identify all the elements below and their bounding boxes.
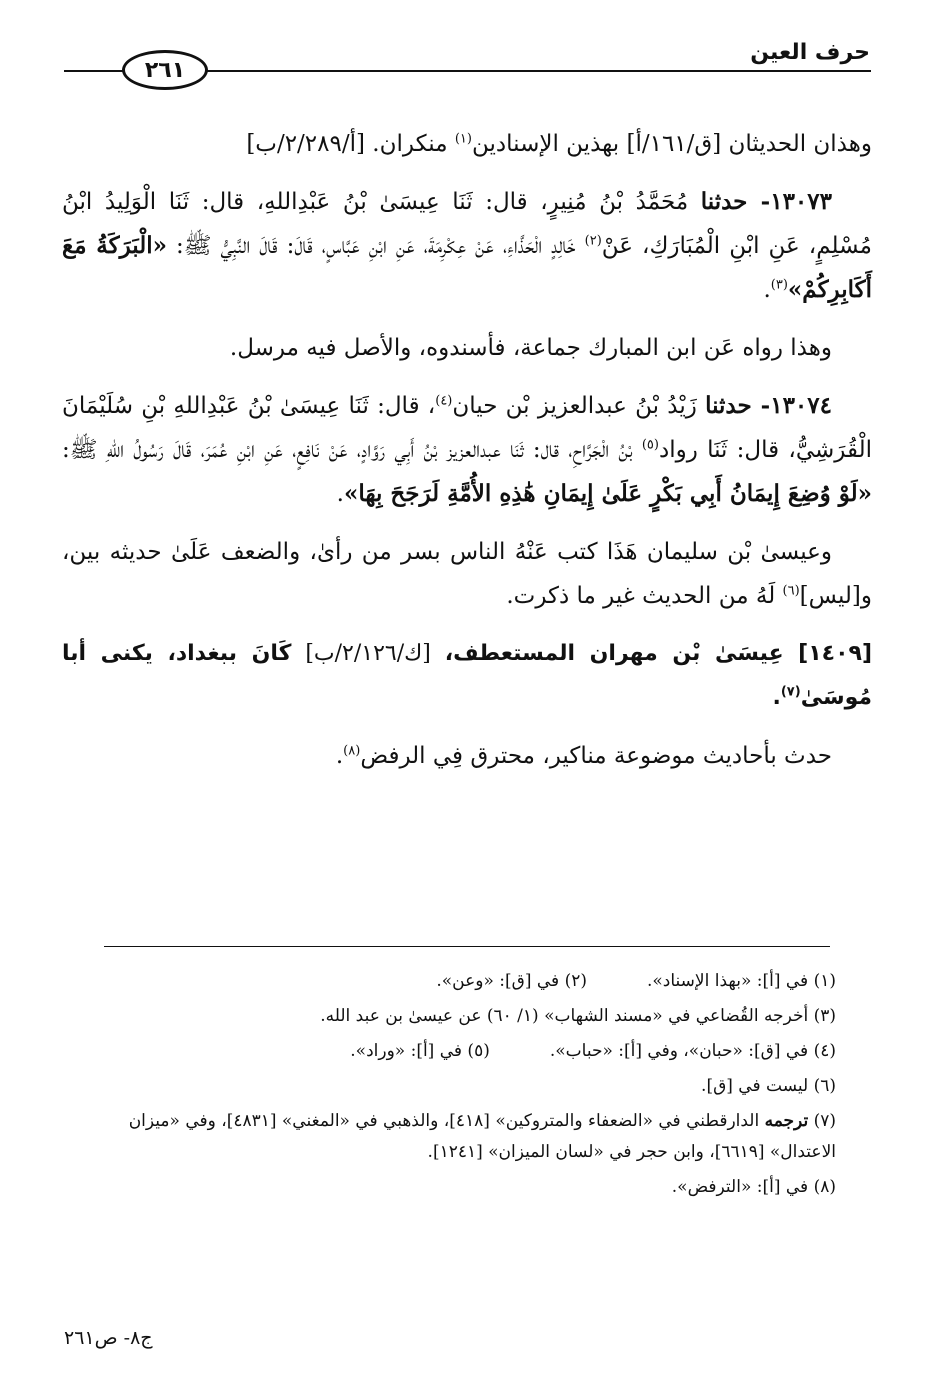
footnote-ref-2[interactable]: (٢) — [584, 233, 602, 249]
footnote-5: (٥) في [أ]: «وراد». — [350, 1041, 490, 1061]
footnote-7: (٧) ترجمه الدارقطني في «الضعفاء والمتروكين» [٤١٨]، والذهبي في «المغني» [٤٨٣١]، وفي «ميزان الاعتدال» [٦٦١٩]، وابن حجر في «لسان الميزان» [١٢٤١]. — [128, 1111, 836, 1162]
hadith-number: ١٣٠٧٣- — [747, 188, 832, 215]
footnote-1: (١) في [أ]: «بهذا الإسناد». — [646, 971, 836, 991]
main-text — [62, 122, 872, 792]
footnote-ref-1[interactable]: (١) — [454, 131, 472, 147]
paragraph-3: وعيسىٰ بْن سليمان هَذَا كتب عَنْهُ الناس بسر من رأىٰ، والضعف عَلَىٰ حديثه بين، و[ليس]$^{(٦)}$ لَهُ من الحديث غير ما ذكرت. — [62, 539, 872, 609]
footnotes — [98, 966, 836, 1207]
hadith-lead: حدثنا — [700, 188, 748, 215]
running-header-title: حرف العين — [750, 40, 870, 65]
footnote-6: (٦) ليست في [ق]. — [701, 1076, 836, 1096]
biography-entry-1409: [١٤٠٩] عِيسَىٰ بْن مهران المستعطف، [ك/٢/١٢٦/ب] كَانَ ببغداد، يكنى أبا مُوسَىٰ$^{(٧)}$. — [62, 641, 873, 710]
hadith-number: ١٣٠٧٤- — [751, 392, 832, 419]
footnote-3: (٣) أخرجه القُضاعي في «مسند الشهاب» (١/ ٦٠) عن عيسىٰ بن عبد الله. — [320, 1006, 836, 1026]
hadith-quote: «لَوْ وُضِعَ إِيمَانُ أَبِي بَكْرٍ عَلَىٰ إِيمَانِ هَٰذِهِ الأُمَّةِ لَرَجَحَ بِهَا» — [343, 480, 872, 507]
volume-page-reference: ج٨- ص٢٦١ — [64, 1327, 153, 1349]
footnote-ref-3[interactable]: (٣) — [770, 277, 788, 293]
footnote-8: (٨) في [أ]: «الترفض». — [671, 1177, 836, 1197]
page-number: ٢٦١ — [144, 57, 186, 83]
hadith-13074: ١٣٠٧٤- حدثنا زَيْدُ بْنُ عبدالعزيز بْن حيان$^{(٤)}$، قال: ثَنَا عِيسَىٰ بْنُ عَبْدِاللهِ بْنِ سُلَيْمَانَ الْقُرَشِيُّ، قال: ثَنَا رواد$^{(٥)}$ بْنُ الْجَرَّاحِ، قال: ثَنَا عبدالعزيز بْنُ أَبِي رَوَّادٍ، عَنْ نَافِعٍ، عَنِ ابْنِ عُمَرَ، قَالَ رَسُولُ اللهِ ﷺ: «لَوْ وُضِعَ إِيمَانُ أَبِي بَكْرٍ عَلَىٰ إِيمَانِ هَٰذِهِ الأُمَّةِ لَرَجَحَ بِهَا». — [62, 392, 872, 507]
paragraph-2: وهذا رواه عَن ابن المبارك جماعة، فأسندوه، والأصل فيه مرسل. — [229, 335, 832, 361]
entry-name: عِيسَىٰ بْن مهران المستعطف، — [444, 641, 784, 666]
manuscript-ref: [ك/٢/١٢٦/ب] — [291, 641, 445, 666]
hadith-quote: «الْبَرَكَةُ مَعَ أَكَابِرِكُمْ» — [62, 232, 872, 303]
paragraph-4: حدث بأحاديث موضوعة مناكير، محترق فِي الرفض$^{(٨)}$. — [335, 743, 832, 769]
entry-number: [١٤٠٩] — [783, 641, 873, 666]
hadith-13073: ١٣٠٧٣- حدثنا مُحَمَّدُ بْنُ مُنِيرٍ، قال: ثَنَا عِيسَىٰ بْنُ عَبْدِاللهِ، قال: ثَنَا الْوَلِيدُ ابْنُ مُسْلِمٍ، عَنِ ابْنِ الْمُبَارَكِ، عَنْ$^{(٢)}$ خَالِدٍ الْحَذَّاءِ، عَنْ عِكْرِمَةَ، عَنِ ابْنِ عَبَّاسٍ، قَالَ: قَالَ النَّبِيُّ ﷺ: «الْبَرَكَةُ مَعَ أَكَابِرِكُمْ»$^{(٣)}$. — [62, 188, 872, 303]
paragraph-1: وهذان الحديثان [ق/١٦١/أ] بهذين الإسنادين$^{(١)}$ منكران. [أ/٢/٢٨٩/ب] — [246, 131, 872, 157]
footnote-row-4-5 — [98, 1036, 836, 1067]
footnote-ref-6[interactable]: (٦) — [782, 583, 800, 599]
footnote-row-1-2 — [98, 966, 836, 997]
footnote-4: (٤) في [ق]: «حبان»، وفي [أ]: «حباب». — [549, 1041, 836, 1061]
footnote-2: (٢) في [ق]: «وعن». — [436, 971, 587, 991]
footnote-ref-7[interactable]: (٧) — [780, 684, 801, 700]
footnote-ref-5[interactable]: (٥) — [641, 437, 659, 453]
page-number-oval — [122, 50, 208, 90]
footnote-ref-8[interactable]: (٨) — [343, 743, 361, 759]
hadith-lead: حدثنا — [705, 392, 752, 419]
footnote-ref-4[interactable]: (٤) — [435, 393, 453, 409]
footnote-separator — [104, 946, 830, 947]
